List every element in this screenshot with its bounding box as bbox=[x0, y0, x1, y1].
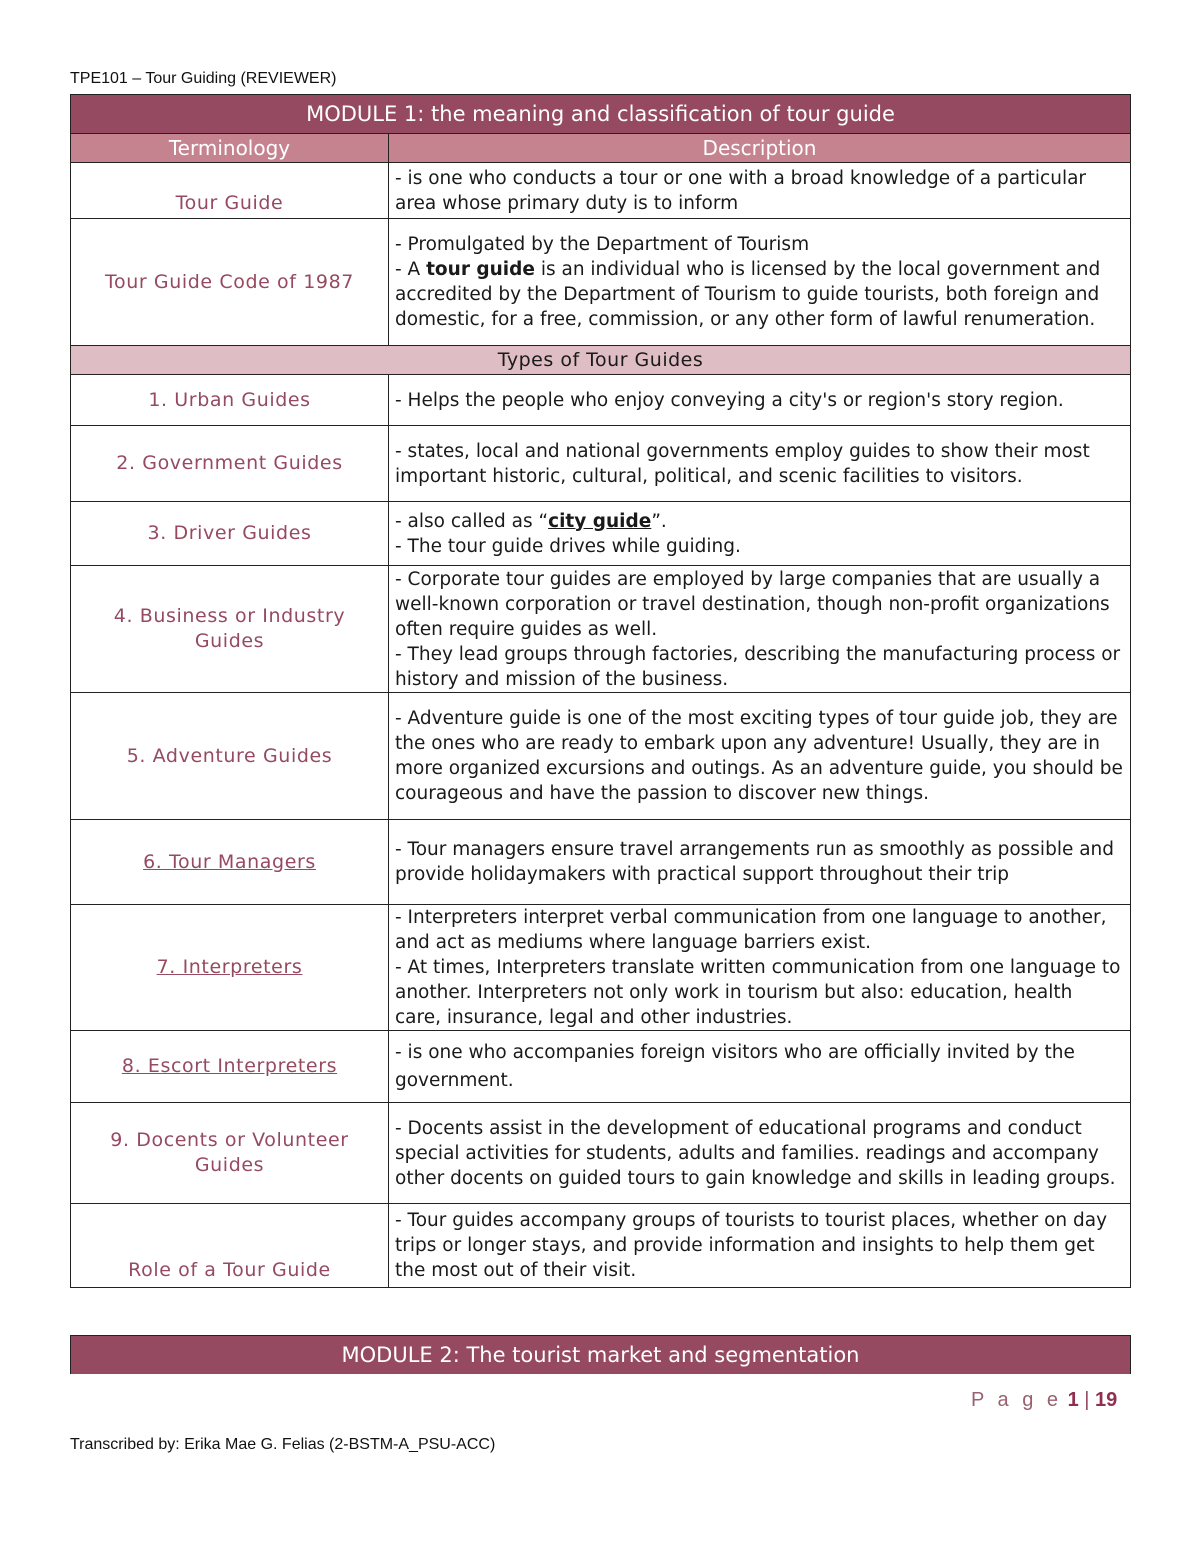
description-cell: - Promulgated by the Department of Tourism - A tour guide is an individual who is licensed by the local government and accredited by the Department of Tourism to guide tourists, both foreign and domestic, for a free, commission, or any other form of lawful renumeration. bbox=[389, 219, 1131, 346]
term-cell: Role of a Tour Guide bbox=[71, 1204, 389, 1288]
table-row bbox=[71, 820, 1131, 905]
term-cell: 4. Business or Industry Guides bbox=[71, 566, 389, 693]
description-cell: - also called as “city guide”. - The tour guide drives while guiding. bbox=[389, 502, 1131, 566]
types-of-tour-guides-heading: Types of Tour Guides bbox=[71, 346, 1131, 375]
description-cell: - states, local and national governments employ guides to show their most important historic, cultural, political, and scenic facilities to visitors. bbox=[389, 426, 1131, 502]
term-cell-link[interactable]: 7. Interpreters bbox=[71, 905, 389, 1031]
term-cell: Tour Guide bbox=[71, 163, 389, 219]
term-cell: 9. Docents or Volunteer Guides bbox=[71, 1103, 389, 1204]
term-cell: 5. Adventure Guides bbox=[71, 693, 389, 820]
table-row bbox=[71, 426, 1131, 502]
table-row bbox=[71, 1204, 1131, 1288]
module2-table bbox=[70, 1335, 1131, 1374]
description-cell: - Interpreters interpret verbal communication from one language to another, and act as mediums where language barriers exist. - At times, Interpreters translate written communication from one language to another. Interpreters not only work in tourism but also: education, health care, insurance, legal and other industries. bbox=[389, 905, 1131, 1031]
footer-transcribed-by: Transcribed by: Erika Mae G. Felias (2-BSTM-A_PSU-ACC) bbox=[70, 1436, 496, 1453]
table-row bbox=[71, 375, 1131, 426]
description-cell: - Corporate tour guides are employed by large companies that are usually a well-known corporation or travel destination, though non-profit organizations often require guides as well. - They lead groups through factories, describing the manufacturing process or history and mission of the business. bbox=[389, 566, 1131, 693]
term-cell: 3. Driver Guides bbox=[71, 502, 389, 566]
description-cell: - Tour guides accompany groups of tourists to tourist places, whether on day trips or longer stays, and provide information and insights to help them get the most out of their visit. bbox=[389, 1204, 1131, 1288]
table-row bbox=[71, 1031, 1131, 1103]
column-header-terminology: Terminology bbox=[71, 134, 389, 163]
term-cell: Tour Guide Code of 1987 bbox=[71, 219, 389, 346]
term-cell-link[interactable]: 6. Tour Managers bbox=[71, 820, 389, 905]
table-row bbox=[71, 219, 1131, 346]
table-row bbox=[71, 1103, 1131, 1204]
description-cell: - Helps the people who enjoy conveying a city's or region's story region. bbox=[389, 375, 1131, 426]
column-header-description: Description bbox=[389, 134, 1131, 163]
table-row bbox=[71, 502, 1131, 566]
page-number: P a g e 1 | 19 bbox=[971, 1389, 1118, 1411]
description-cell: - Docents assist in the development of educational programs and conduct special activities for students, adults and families. readings and accompany other docents on guided tours to gain knowledge and skills in leading groups. bbox=[389, 1103, 1131, 1204]
module2-title: MODULE 2: The tourist market and segmentation bbox=[71, 1336, 1131, 1375]
description-cell: - is one who conducts a tour or one with a broad knowledge of a particular area whose primary duty is to inform bbox=[389, 163, 1131, 219]
table-row bbox=[71, 566, 1131, 693]
description-cell: - is one who accompanies foreign visitors who are officially invited by the government. bbox=[389, 1031, 1131, 1103]
description-cell: - Adventure guide is one of the most exciting types of tour guide job, they are the ones who are ready to embark upon any adventure! Usually, they are in more organized excursions and outings. As an adventure guide, you should be courageous and have the passion to discover new things. bbox=[389, 693, 1131, 820]
table-row bbox=[71, 693, 1131, 820]
table-row bbox=[71, 163, 1131, 219]
document-header-title: TPE101 – Tour Guiding (REVIEWER) bbox=[70, 70, 337, 87]
city-guide-link[interactable]: city guide bbox=[548, 510, 652, 532]
term-cell-link[interactable]: 8. Escort Interpreters bbox=[71, 1031, 389, 1103]
term-cell: 1. Urban Guides bbox=[71, 375, 389, 426]
description-cell: - Tour managers ensure travel arrangements run as smoothly as possible and provide holidaymakers with practical support throughout their trip bbox=[389, 820, 1131, 905]
table-row bbox=[71, 905, 1131, 1031]
term-cell: 2. Government Guides bbox=[71, 426, 389, 502]
module1-table bbox=[70, 94, 1131, 1288]
module1-title: MODULE 1: the meaning and classification of tour guide bbox=[71, 95, 1131, 134]
